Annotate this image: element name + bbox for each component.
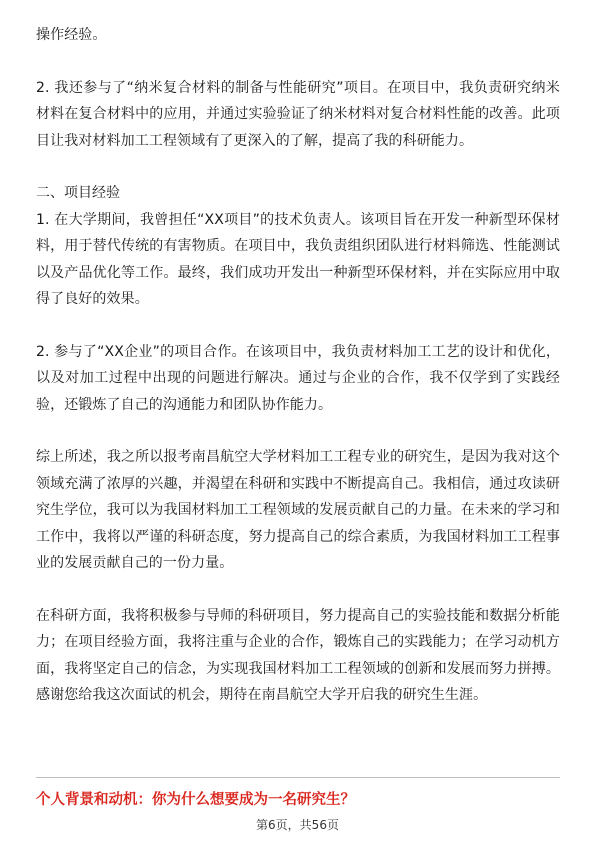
paragraph-plans: 在科研方面，我将积极参与导师的科研项目，努力提高自己的实验技能和数据分析能力；在项目经验方面，我将注重与企业的合作，锻炼自己的实践能力；在学习动机方面，我将坚定自己的信念，为实现我国材料加工工程领域的创新和发展而努力拼搏。感谢您给我这次面试的机会，期待在南昌航空大学开启我的研究生生涯。 xyxy=(36,607,560,703)
document-body xyxy=(36,22,560,709)
paragraph-gap xyxy=(36,418,560,444)
paragraph-project-experience-1: 1. 在大学期间，我曾担任“XX项目”的技术负责人。该项目旨在开发一种新型环保材料，用于替代传统的有害物质。在项目中，我负责组织团队进行材料筛选、性能测试以及产品优化等工作。最终，我们成功开发出一种新型环保材料，并在实际应用中取得了良好的效果。 xyxy=(36,211,560,307)
paragraph-gap xyxy=(36,577,560,603)
paragraph-project-experience-2: 2. 参与了“XX企业”的项目合作。在该项目中，我负责材料加工工艺的设计和优化，以及对加工过程中出现的问题进行解决。通过与企业的合作，我不仅学到了实践经验，还锻炼了自己的沟通能力和团队协作能力。 xyxy=(36,343,560,413)
page-number-footer: 第6页，共56页 xyxy=(256,818,339,832)
section-heading-project-experience: 二、项目经验 xyxy=(36,185,120,201)
paragraph-gap xyxy=(36,313,560,339)
paragraph-summary: 综上所述，我之所以报考南昌航空大学材料加工工程专业的研究生，是因为我对这个领域充满了浓厚的兴趣，并渴望在科研和实践中不断提高自己。我相信，通过攻读研究生学位，我可以为我国材料加工工程领域的发展贡献自己的力量。在未来的学习和工作中，我将以严谨的科研态度，努力提高自己的综合素质，为我国材料加工工程事业的发展贡献自己的一份力量。 xyxy=(36,449,560,571)
section-divider xyxy=(36,777,560,778)
next-section-title: 个人背景和动机：你为什么想要成为一名研究生？ xyxy=(36,792,355,808)
paragraph-gap xyxy=(36,154,560,180)
paragraph-continuation: 操作经验。 xyxy=(36,27,107,43)
paragraph-research-project-2: 2. 我还参与了“纳米复合材料的制备与性能研究”项目。在项目中，我负责研究纳米材料在复合材料中的应用，并通过实验验证了纳米材料对复合材料性能的改善。此项目让我对材料加工工程领域有了更深入的了解，提高了我的科研能力。 xyxy=(36,79,560,149)
paragraph-gap xyxy=(36,49,560,75)
